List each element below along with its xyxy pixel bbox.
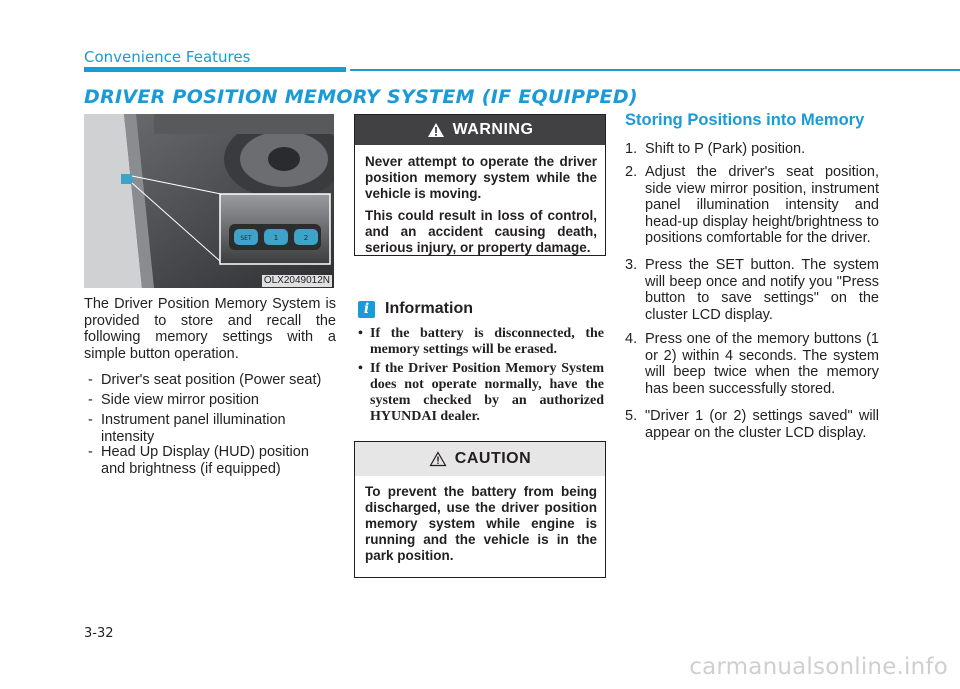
list-item: - Instrument panel illumination intensity [88,412,286,445]
storing-title: Storing Positions into Memory [625,111,865,129]
list-item: - Side view mirror position [88,392,259,408]
watermark: carmanualsonline.info [689,654,948,680]
step-item: 2. Adjust the driver's seat position, side view mirror position, instrument panel illumination intensity and head-up display height/brightness to positions comfortable for the driver. [625,164,879,246]
memory-1-button-label: 1 [273,234,279,242]
intro-paragraph: The Driver Position Memory System is provided to store and recall the following memory settings with a simple button operation. [84,296,336,362]
header-rule-thick [84,67,346,72]
information-heading [358,300,473,318]
page-title: DRIVER POSITION MEMORY SYSTEM (IF EQUIPPED) [84,86,638,108]
caution-label: CAUTION [454,450,532,467]
caution-header [355,442,605,476]
caution-paragraph: To prevent the battery from being discharged, use the driver position memory system while engine is running and the vehicle is in the park position. [365,484,597,563]
caution-triangle-icon [429,451,447,467]
warning-triangle-icon [427,122,445,138]
info-icon: i [358,301,375,318]
step-item: 1. Shift to P (Park) position. [625,141,806,157]
information-item: • If the Driver Position Memory System does not operate normally, have the system checked by an authorized HYUNDAI dealer. [358,361,604,424]
list-item: - Head Up Display (HUD) position and brightness (if equipped) [88,444,309,477]
information-item: • If the battery is disconnected, the memory settings will be erased. [358,326,604,357]
set-button-label: SET [240,235,252,242]
page-number: 3-32 [84,626,114,641]
memory-2-button-label: 2 [303,234,309,242]
warning-header [355,115,605,145]
warning-paragraph: Never attempt to operate the driver position memory system while the vehicle is moving. [365,154,597,201]
warning-label: WARNING [452,121,534,138]
step-item: 4. Press one of the memory buttons (1 or 2) within 4 seconds. The system will beep twice when the memory has been successfully stored. [625,331,879,397]
step-item: 5. "Driver 1 (or 2) settings saved" will appear on the cluster LCD display. [625,408,879,441]
warning-box [354,114,606,256]
figure-code: OLX2049012N [263,275,330,286]
section-label: Convenience Features [84,48,251,66]
information-title: Information [385,300,473,317]
list-item: - Driver's seat position (Power seat) [88,372,322,388]
caution-box [354,441,606,578]
header-rule-thin [350,69,960,71]
step-item: 3. Press the SET button. The system will beep once and notify you "Press button to save settings" on the cluster LCD display. [625,257,879,323]
door-panel-photo [84,114,334,288]
warning-paragraph: This could result in loss of control, and an accident causing death, serious injury, or property damage. [365,208,597,255]
